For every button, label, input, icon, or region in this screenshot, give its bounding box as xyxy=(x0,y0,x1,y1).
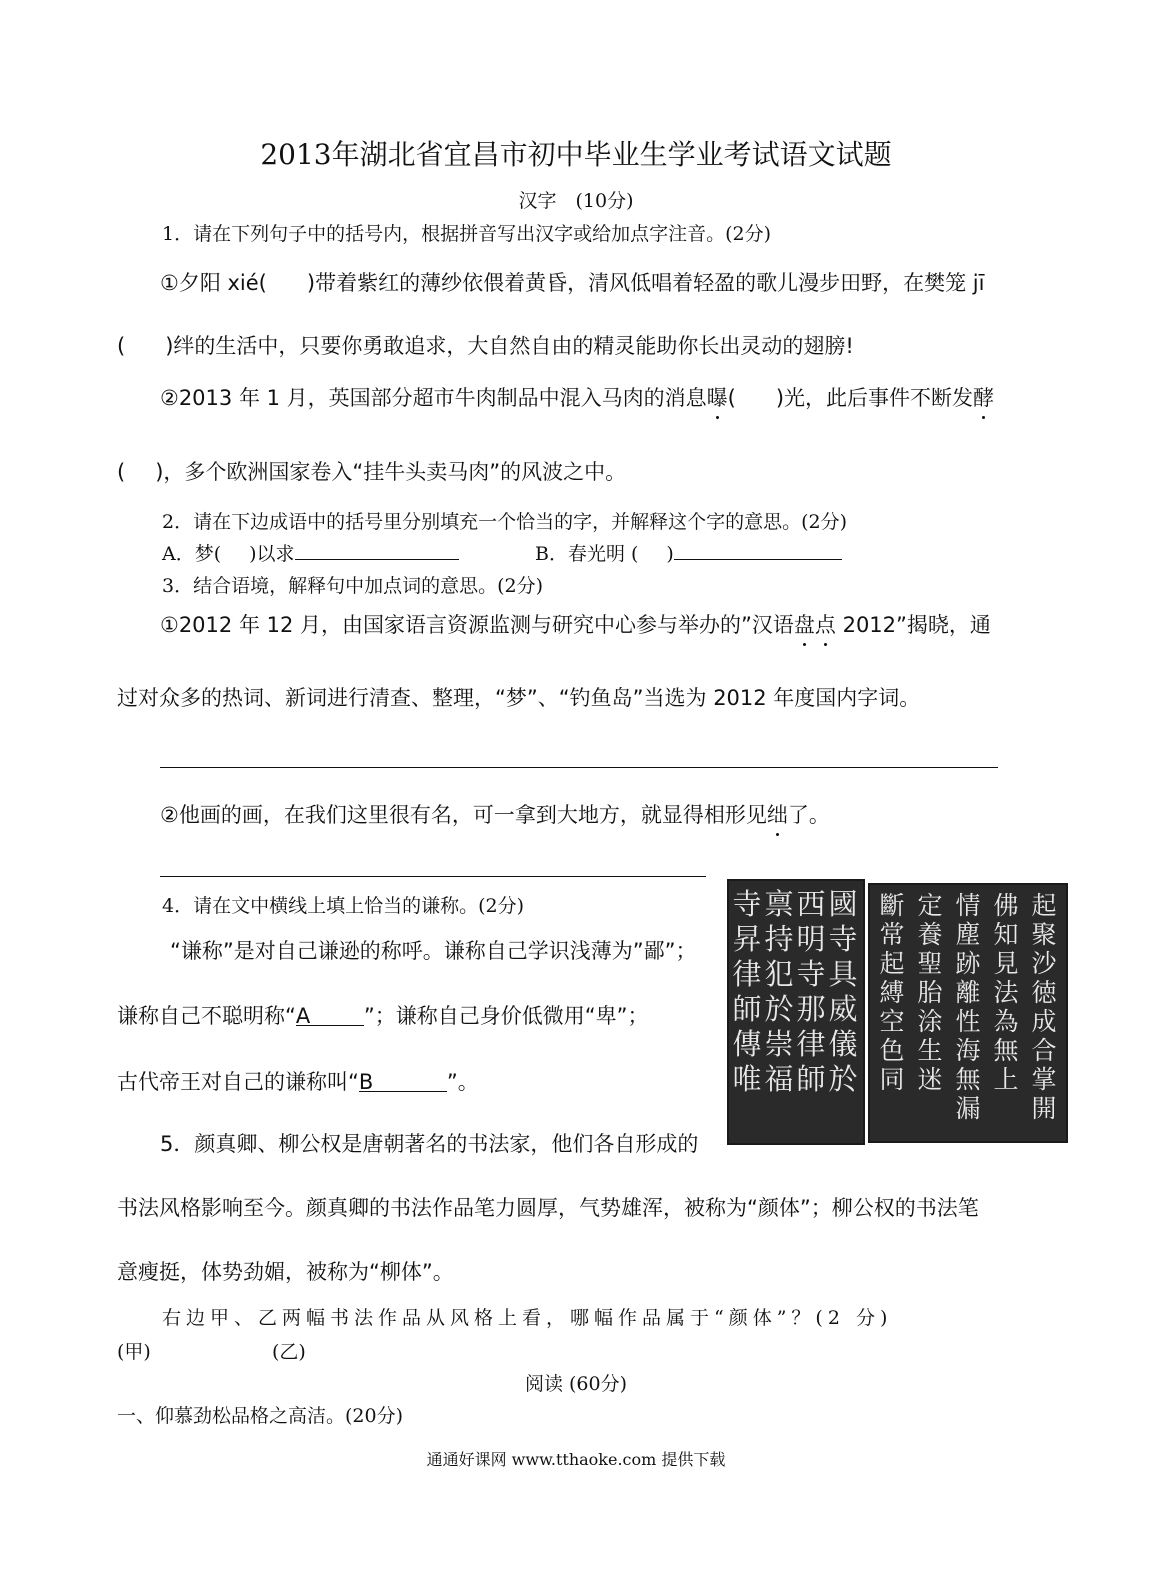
yi-glyph: 塵 xyxy=(955,920,981,949)
yi-glyph: 迷 xyxy=(917,1065,943,1094)
q1-s2-dotted-char-1: 曝 xyxy=(707,382,728,412)
jia-glyph: 福 xyxy=(764,1062,794,1096)
yi-glyph: 聖 xyxy=(917,949,943,978)
jia-glyph: 持 xyxy=(764,922,794,956)
q4-line2 xyxy=(117,1000,649,1030)
q2-a-label: A．梦( xyxy=(162,543,222,565)
q4-line1: “谦称”是对自己谦逊的称呼。谦称自己学识浅薄为”鄙”； xyxy=(170,939,697,963)
q1-s2-part-d: ( xyxy=(117,460,126,484)
yi-glyph: 胎 xyxy=(917,978,943,1007)
q4-blank-a[interactable] xyxy=(296,1004,364,1026)
yi-column-5 xyxy=(876,891,908,1094)
yi-glyph: 同 xyxy=(879,1065,905,1094)
yi-glyph: 上 xyxy=(993,1065,1019,1094)
q4-blank-a-label: A xyxy=(295,1004,311,1028)
yi-glyph: 見 xyxy=(993,949,1019,978)
jia-column-4 xyxy=(731,887,763,1097)
yi-glyph: 開 xyxy=(1031,1094,1057,1123)
jia-glyph: 崇 xyxy=(764,1027,794,1061)
q1-s1-part-d: )绊的生活中，只要你勇敢追求，大自然自由的精灵能助你长出灵动的翅膀! xyxy=(165,334,854,358)
q5-question: 右边甲、乙两幅书法作品从风格上看，哪幅作品属于“颜体”？(2 分) xyxy=(162,1307,893,1329)
q2-a-answer-line[interactable] xyxy=(295,540,459,560)
q4-blank-b[interactable] xyxy=(359,1070,447,1092)
jia-glyph: 那 xyxy=(796,992,826,1026)
q2-b-label: B．春光明 ( xyxy=(535,543,639,565)
q3-prompt: 3．结合语境，解释句中加点词的意思。(2分) xyxy=(162,575,544,597)
q2-b-answer-line[interactable] xyxy=(674,540,842,560)
yi-glyph: 成 xyxy=(1031,1007,1057,1036)
q1-sentence1-line1 xyxy=(160,267,984,297)
jia-glyph: 儀 xyxy=(828,1027,858,1061)
q3-answer-line-2[interactable] xyxy=(160,876,706,877)
jia-glyph: 禀 xyxy=(764,887,794,921)
jia-glyph: 師 xyxy=(796,1062,826,1096)
jia-glyph: 犯 xyxy=(764,957,794,991)
yi-glyph: 定 xyxy=(917,891,943,920)
q3-s1-dotted-char-1: 盘 xyxy=(794,609,815,639)
exam-title: 2013年湖北省宜昌市初中毕业生学业考试语文试题 xyxy=(260,138,892,171)
jia-column-2 xyxy=(795,887,827,1097)
yi-glyph: 無 xyxy=(993,1036,1019,1065)
jia-glyph: 明 xyxy=(796,922,826,956)
yi-glyph: 海 xyxy=(955,1036,981,1065)
q1-s2-part-c: )光，此后事件不断发 xyxy=(775,386,974,410)
q2-option-a xyxy=(162,539,459,566)
yi-glyph: 起 xyxy=(879,949,905,978)
jia-glyph: 寺 xyxy=(796,957,826,991)
yi-glyph: 漏 xyxy=(955,1094,981,1123)
q4-l2-part-a: 谦称自己不聪明称“ xyxy=(117,1004,296,1028)
section-hanzi-heading: 汉字 (10分) xyxy=(518,190,634,212)
jia-glyph: 於 xyxy=(764,992,794,1026)
yi-glyph: 合 xyxy=(1031,1036,1057,1065)
jia-glyph: 律 xyxy=(796,1027,826,1061)
yi-glyph: 性 xyxy=(955,1007,981,1036)
calligraphy-jia-image xyxy=(727,879,865,1145)
jia-glyph: 昇 xyxy=(732,922,762,956)
q3-answer-line-1[interactable] xyxy=(160,767,998,768)
jia-glyph: 國 xyxy=(828,887,858,921)
yi-glyph: 空 xyxy=(879,1007,905,1036)
q5-option-yi: (乙) xyxy=(272,1341,306,1363)
yi-glyph: 沙 xyxy=(1031,949,1057,978)
q2-prompt: 2．请在下边成语中的括号里分别填充一个恰当的字，并解释这个字的意思。(2分) xyxy=(162,511,848,533)
q5-line3: 意瘦挺，体势劲媚，被称为“柳体”。 xyxy=(117,1260,454,1284)
q3-sentence2 xyxy=(160,799,830,829)
q4-l3-part-a: 古代帝王对自己的谦称叫“ xyxy=(117,1070,359,1094)
yi-glyph: 徳 xyxy=(1031,978,1057,1007)
yi-glyph: 離 xyxy=(955,978,981,1007)
yi-glyph: 佛 xyxy=(993,891,1019,920)
q3-sentence1-line1 xyxy=(160,609,991,639)
jia-glyph: 唯 xyxy=(732,1062,762,1096)
q3-s1-dotted-char-2: 点 xyxy=(815,609,836,639)
jia-glyph: 寺 xyxy=(828,922,858,956)
yi-glyph: 涂 xyxy=(917,1007,943,1036)
yi-glyph: 法 xyxy=(993,978,1019,1007)
jia-glyph: 律 xyxy=(732,957,762,991)
q1-s1-part-c: ( xyxy=(117,334,126,358)
yi-glyph: 跡 xyxy=(955,949,981,978)
yi-glyph: 無 xyxy=(955,1065,981,1094)
q2-option-b xyxy=(535,539,842,566)
jia-glyph: 傳 xyxy=(732,1027,762,1061)
yi-glyph: 斷 xyxy=(879,891,905,920)
yi-glyph: 生 xyxy=(917,1036,943,1065)
q3-s2-part-a: ②他画的画，在我们这里很有名，可一拿到大地方，就显得相形见 xyxy=(160,803,767,827)
yi-column-4 xyxy=(914,891,946,1094)
yi-column-3 xyxy=(952,891,984,1123)
jia-column-1 xyxy=(827,887,859,1097)
yi-glyph: 聚 xyxy=(1031,920,1057,949)
q4-l2-part-b: ”；谦称自己身价低微用“卑”； xyxy=(363,1004,649,1028)
yi-glyph: 情 xyxy=(955,891,981,920)
yi-glyph: 縛 xyxy=(879,978,905,1007)
q1-s2-part-a: ②2013 年 1 月，英国部分超市牛肉制品中混入马肉的消息 xyxy=(160,386,707,410)
q5-line2: 书法风格影响至今。颜真卿的书法作品笔力圆厚，气势雄浑，被称为“颜体”；柳公权的书法笔 xyxy=(117,1196,979,1220)
q1-sentence2-line1 xyxy=(160,382,994,412)
q5-line1: 5．颜真卿、柳公权是唐朝著名的书法家，他们各自形成的 xyxy=(160,1132,699,1156)
jia-column-3 xyxy=(763,887,795,1097)
jia-glyph: 西 xyxy=(796,887,826,921)
yi-column-2 xyxy=(990,891,1022,1094)
q4-blank-b-label: B xyxy=(358,1070,374,1094)
yi-glyph: 為 xyxy=(993,1007,1019,1036)
footer-source: 通通好课网 www.tthaoke.com 提供下载 xyxy=(426,1450,726,1469)
q1-sentence1-line2 xyxy=(117,330,854,360)
q1-s2-part-b: ( xyxy=(727,386,736,410)
calligraphy-yi-image xyxy=(868,883,1068,1143)
q4-line3 xyxy=(117,1066,479,1096)
q1-s1-part-b: )带着紫红的薄纱依偎着黄昏，清风低唱着轻盈的歌儿漫步田野，在樊笼 jī xyxy=(306,271,985,295)
q5-option-jia: (甲) xyxy=(117,1341,151,1363)
q3-s2-dotted-char: 绌 xyxy=(767,799,788,829)
yi-glyph: 掌 xyxy=(1031,1065,1057,1094)
q3-s1-part-b: 2012”揭晓，通 xyxy=(835,613,991,637)
yi-glyph: 起 xyxy=(1031,891,1057,920)
yi-glyph: 知 xyxy=(993,920,1019,949)
yi-column-1 xyxy=(1028,891,1060,1123)
q3-sentence1-line2: 过对众多的热词、新词进行清查、整理，“梦”、“钓鱼岛”当选为 2012 年度国内字词。 xyxy=(117,686,921,710)
yi-glyph: 常 xyxy=(879,920,905,949)
q1-prompt: 1．请在下列句子中的括号内，根据拼音写出汉字或给加点字注音。(2分) xyxy=(162,223,772,245)
q3-s1-part-a: ①2012 年 12 月，由国家语言资源监测与研究中心参与举办的”汉语 xyxy=(160,613,794,637)
q4-l3-part-b: ”。 xyxy=(446,1070,479,1094)
reading-part-1-heading: 一、仰慕劲松品格之高洁。(20分) xyxy=(117,1405,404,1427)
q1-s2-dotted-char-2: 酵 xyxy=(973,382,994,412)
q1-sentence2-line2 xyxy=(117,456,626,486)
q3-s2-part-b: 了。 xyxy=(787,803,830,827)
jia-glyph: 師 xyxy=(732,992,762,1026)
q2-a-rest: )以求 xyxy=(249,543,295,565)
q1-s1-part-a: ①夕阳 xié( xyxy=(160,271,267,295)
section-reading-heading: 阅读 (60分) xyxy=(524,1373,628,1395)
q1-s2-part-e: )，多个欧洲国家卷入“挂牛头卖马肉”的风波之中。 xyxy=(155,460,627,484)
jia-glyph: 威 xyxy=(828,992,858,1026)
jia-glyph: 具 xyxy=(828,957,858,991)
yi-glyph: 色 xyxy=(879,1036,905,1065)
q2-b-rest: ) xyxy=(666,543,674,565)
q4-prompt: 4．请在文中横线上填上恰当的谦称。(2分) xyxy=(162,895,525,917)
jia-glyph: 寺 xyxy=(732,887,762,921)
jia-glyph: 於 xyxy=(828,1062,858,1096)
yi-glyph: 養 xyxy=(917,920,943,949)
